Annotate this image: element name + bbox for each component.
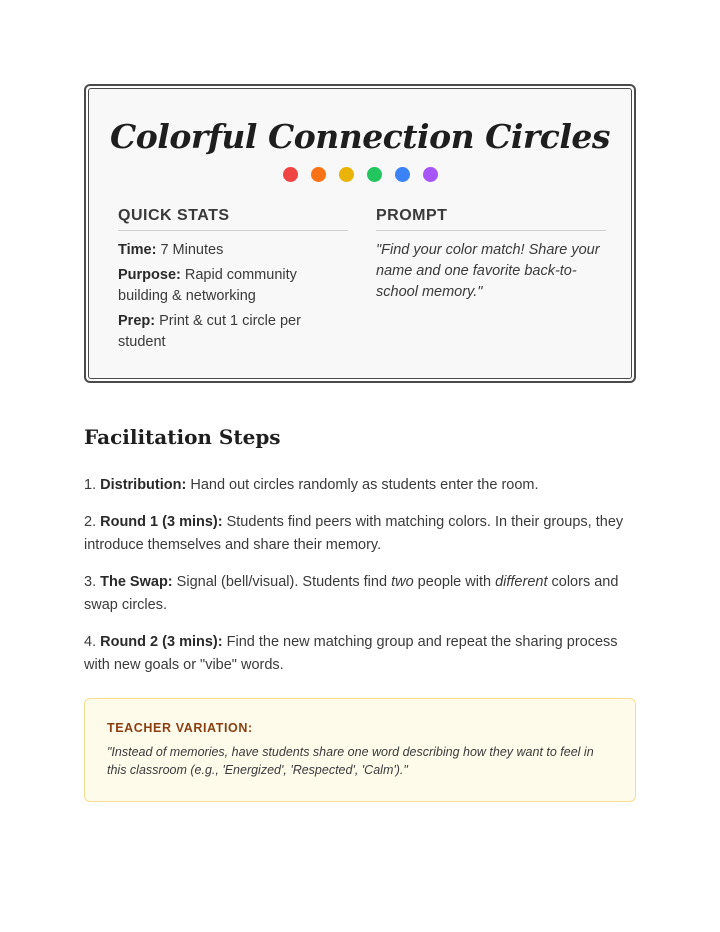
- steps-list: [84, 474, 640, 691]
- quick-stats-column: [118, 207, 348, 357]
- red-dot-icon: [283, 167, 298, 182]
- stat-time: Time: 7 Minutes: [118, 242, 224, 258]
- yellow-dot-icon: [339, 167, 354, 182]
- step-item: 2. Round 1 (3 mins): Students find peers with matching colors. In their groups, they introduce themselves and share their memory.: [84, 514, 624, 553]
- green-dot-icon: [367, 167, 382, 182]
- section-title: Facilitation Steps: [84, 425, 281, 449]
- variation-text: "Instead of memories, have students share one word describing how they want to feel in this classroom (e.g., 'Energized', 'Respected', 'Calm').": [107, 745, 594, 777]
- stat-prep: Prep: Print & cut 1 circle per student: [118, 313, 301, 350]
- stat-purpose: Purpose: Rapid community building & networking: [118, 267, 297, 304]
- teacher-variation-box: [84, 698, 636, 802]
- blue-dot-icon: [395, 167, 410, 182]
- activity-card: [84, 84, 636, 383]
- purple-dot-icon: [423, 167, 438, 182]
- step-item: 4. Round 2 (3 mins): Find the new matching group and repeat the sharing process with new goals or "vibe" words.: [84, 634, 618, 673]
- prompt-column: [376, 207, 606, 303]
- page-title: Colorful Connection Circles: [110, 117, 610, 156]
- prompt-text: "Find your color match! Share your name and one favorite back-to-school memory.": [376, 242, 600, 300]
- activity-card-inner: [88, 88, 632, 379]
- prompt-heading: PROMPT: [376, 207, 606, 231]
- color-dots: [89, 167, 631, 182]
- step-item: 3. The Swap: Signal (bell/visual). Students find two people with different colors and swap circles.: [84, 574, 619, 613]
- step-item: 1. Distribution: Hand out circles randomly as students enter the room.: [84, 477, 539, 493]
- quick-stats-heading: QUICK STATS: [118, 207, 348, 231]
- orange-dot-icon: [311, 167, 326, 182]
- variation-heading: TEACHER VARIATION:: [107, 721, 253, 735]
